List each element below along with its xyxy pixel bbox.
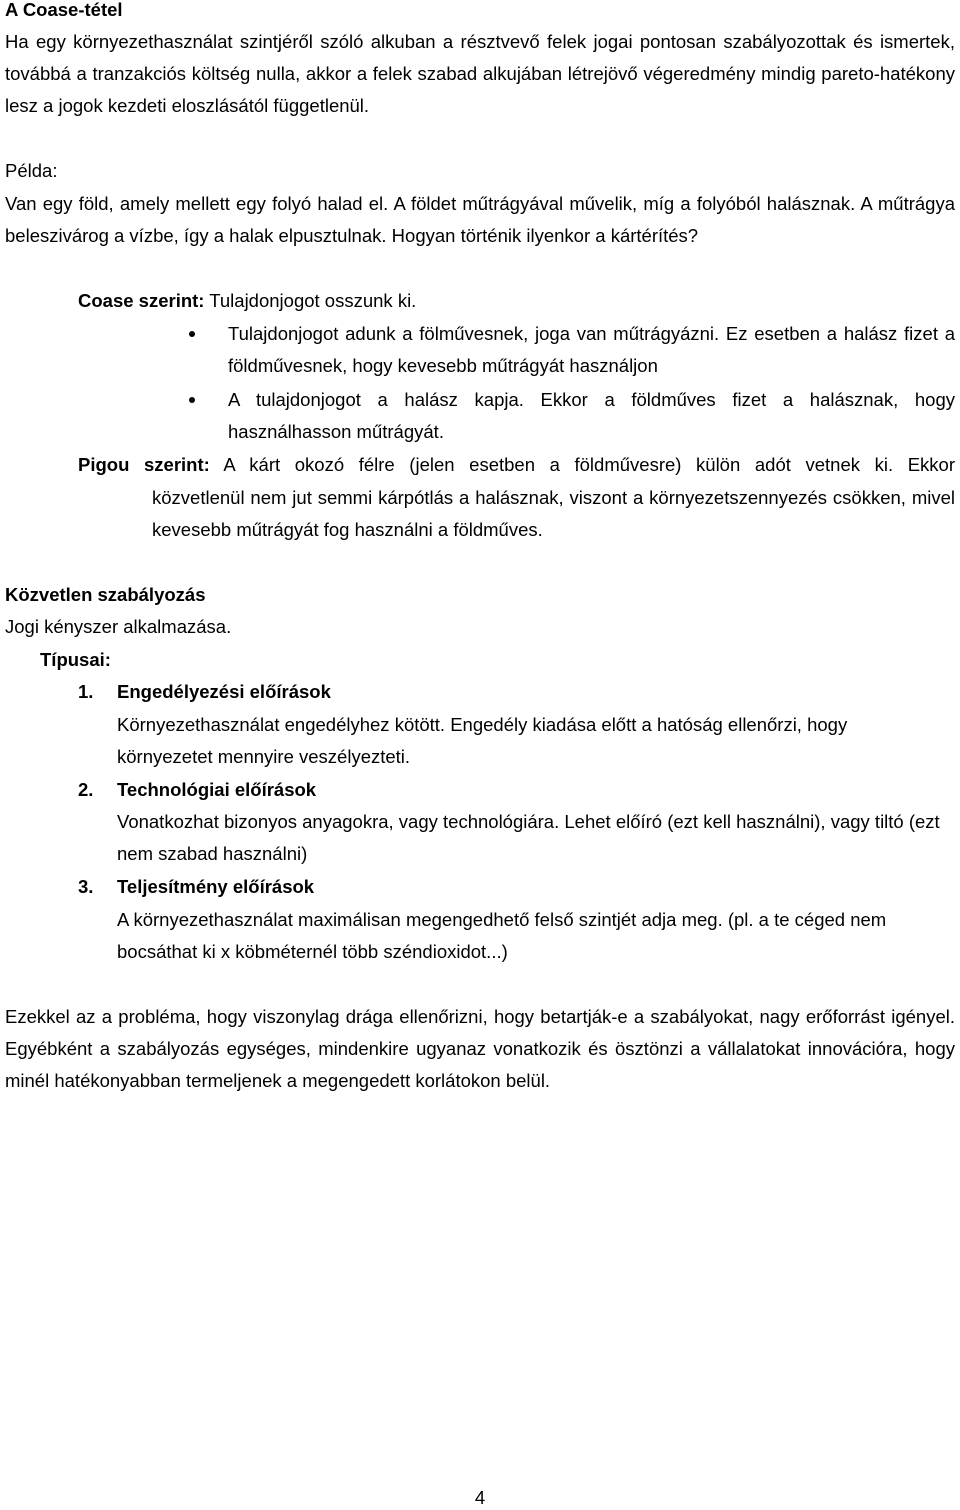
pigou-view-label: Pigou szerint: — [78, 454, 210, 475]
direct-regulation-subtitle: Jogi kényszer alkalmazása. — [5, 616, 232, 637]
bullet-text: A tulajdonjogot a halász kapja. Ekkor a földműves fizet a halásznak, hogy használhasson műtrágyát. — [228, 389, 955, 442]
pigou-view-line — [78, 449, 955, 481]
example-label: Példa: — [5, 160, 58, 181]
coase-intro-paragraph: Ha egy környezethasználat szintjéről szóló alkuban a résztvevő felek jogai pontosan szabályozottak és ismertek, továbbá a tranzakciós költség nulla, akkor a felek szabad alkujában létrejövő végeredmény mindig pareto-hatékony lesz a jogok kezdeti eloszlásától függetlenül. — [5, 31, 955, 116]
item-title: Technológiai előírások — [117, 779, 317, 800]
item-body: Vonatkozhat bizonyos anyagokra, vagy technológiára. Lehet előíró (ezt kell használni), vagy tiltó (ezt nem szabad használni) — [117, 811, 940, 864]
item-title: Teljesítmény előírások — [117, 876, 315, 897]
types-label: Típusai: — [40, 649, 111, 670]
coase-title: A Coase-tétel — [5, 0, 123, 20]
closing-paragraph: Ezekkel az a probléma, hogy viszonylag drága ellenőrizni, hogy betartják-e a szabályokat, nagy erőforrást igényel. Egyébként a szabályozás egységes, mindenkire ugyanaz vonatkozik és ösztönzi a vállalatokat innovációra, hogy minél hatékonyabban termeljenek a megengedett korlátokon belül. — [5, 1006, 955, 1091]
item-body: Környezethasználat engedélyhez kötött. Engedély kiadása előtt a hatóság ellenőrzi, hogy környezetet mennyire veszélyezteti. — [117, 714, 848, 767]
item-body: A környezethasználat maximálisan megengedhető felső szintjét adja meg. (pl. a te céged nem bocsáthat ki x köbméternél több széndioxidot...) — [117, 909, 887, 962]
coase-view-label: Coase szerint: — [78, 290, 205, 311]
item-number: 2. — [78, 779, 94, 800]
coase-view-text: Tulajdonjogot osszunk ki. — [204, 290, 417, 311]
item-number: 1. — [78, 681, 94, 702]
bullet-dot-icon — [189, 331, 195, 337]
coase-view-line — [78, 285, 955, 317]
bullet-text: Tulajdonjogot adunk a fölművesnek, joga van műtrágyázni. Ez esetben a halász fizet a földművesnek, hogy kevesebb műtrágyát használjon — [228, 323, 955, 376]
pigou-view-first-line: A kárt okozó félre (jelen esetben a földművesre) külön adót vetnek ki. Ekkor — [209, 454, 955, 475]
page-number: 4 — [474, 1487, 486, 1508]
bullet-dot-icon — [189, 397, 195, 403]
item-number: 3. — [78, 876, 94, 897]
example-paragraph: Van egy föld, amely mellett egy folyó halad el. A földet műtrágyával művelik, míg a folyóból halásznak. A műtrágya beleszivárog a vízbe, így a halak elpusztulnak. Hogyan történik ilyenkor a kártérítés? — [5, 193, 955, 246]
direct-regulation-title: Közvetlen szabályozás — [5, 584, 206, 605]
item-title: Engedélyezési előírások — [117, 681, 331, 702]
pigou-view-continuation: közvetlenül nem jut semmi kárpótlás a halásznak, viszont a környezetszennyezés csökken, mivel kevesebb műtrágyát fog használni a földműves. — [152, 487, 955, 540]
